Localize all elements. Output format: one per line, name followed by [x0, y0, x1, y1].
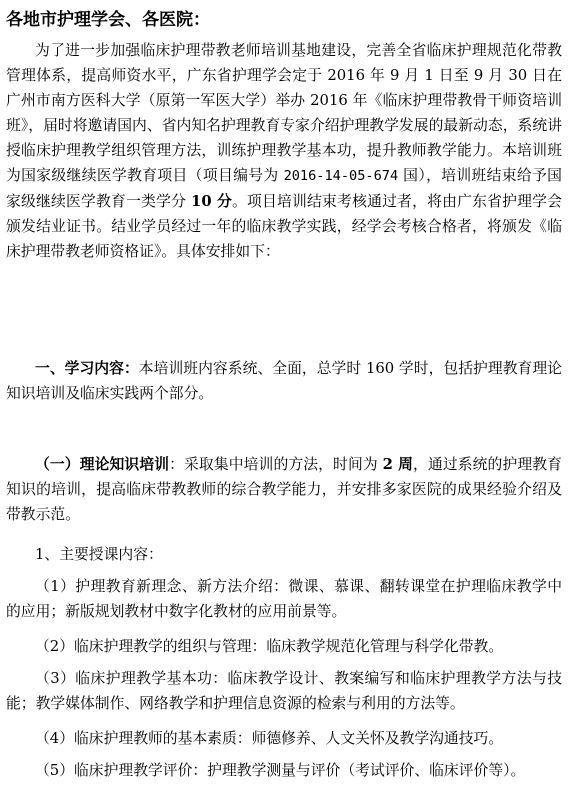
section-1-text: 本培训班内容系统、全面，总学时 160 学时，包括护理教育理论知识培训及临床实践两个部分。 — [6, 360, 562, 402]
courses-title: 1、主要授课内容： — [35, 546, 163, 563]
course-item: （4）临床护理教师的基本素质：师德修养、人文关怀及教学沟通技巧。 — [35, 730, 504, 747]
section-1-1-text-1: ：采取集中培训的方法，时间为 — [169, 456, 383, 473]
section-1-1-text-2: ，通过系统的护理教育知识的培训，提高临床带教教师的综合教学能力，并安排多家医院的成果经验介绍及带教示范。 — [6, 456, 562, 523]
section-1-1-label: （一）理论知识培训 — [35, 456, 170, 473]
intro-text-2: 国），培训班结束给予国家级继续医学教育一类学分 — [6, 167, 562, 210]
section-1-paragraph — [6, 356, 562, 406]
project-code: 2016-14-05-674 — [283, 168, 399, 184]
section-1-1-paragraph — [6, 452, 562, 527]
credits-value: 10 分 — [191, 193, 232, 210]
course-item: （3）临床护理教学基本功：临床教学设计、教案编写和临床护理教学方法与技能；教学媒体制作、网络教学和护理信息资源的检索与利用的方法等。 — [6, 670, 562, 712]
course-item: （5）临床护理教学评价：护理教学测量与评价（考试评价、临床评价等）。 — [35, 762, 526, 779]
course-item: （2）临床护理教学的组织与管理：临床教学规范化管理与科学化带教。 — [35, 638, 504, 655]
document-heading: 各地市护理学会、各医院： — [6, 10, 210, 30]
intro-text-3: 。项目培训结束考核通过者，将由广东省护理学会颁发结业证书。结业学员经过一年的临床教学实践，经学会考核合格者，将颁发《临床护理带教老师资格证》。具体安排如下： — [6, 193, 562, 260]
course-item: （1）护理教育新理念、新方法介绍：微课、慕课、翻转课堂在护理临床教学中的应用；新版规划教材中数字化教材的应用前景等。 — [6, 578, 562, 620]
section-1-label: 一、学习内容： — [35, 360, 139, 377]
intro-text-1: 为了进一步加强临床护理带教老师培训基地建设，完善全省临床护理规范化带教管理体系，提高师资水平，广东省护理学会定于 2016 年 9 月 1 日至 9 月 30 日在广州市南方医科大学（原第一军医大学）举办 2016 年《临床护理带教骨干师资培训班》，届时将邀请国内、省内知名护理教育专家介绍护理教学发展的最新动态，系统讲授临床护理教学组织管理方法，训练护理教学基本功，提升教师教学能力。本培训班为国家级继续医学教育项目（项目编号为 — [6, 42, 562, 184]
intro-paragraph — [6, 38, 562, 264]
training-duration: 2 周 — [382, 456, 414, 473]
